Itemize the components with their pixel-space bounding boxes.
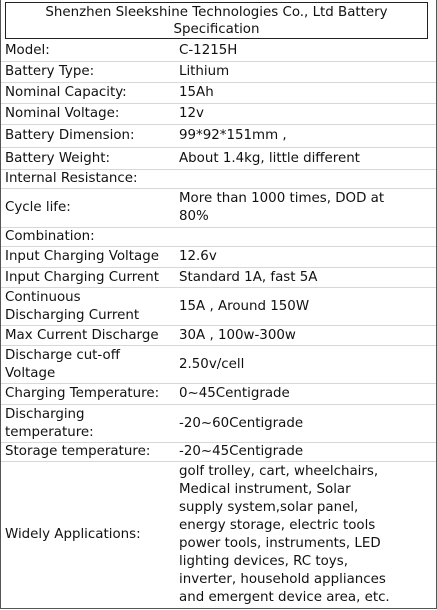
row-label: Widely Applications: bbox=[5, 526, 141, 542]
row-value: About 1.4kg, little different bbox=[179, 150, 360, 166]
row-label: Input Charging Current bbox=[5, 269, 159, 285]
spec-title: Shenzhen Sleekshine Technologies Co., Ltd Battery Specification bbox=[5, 2, 428, 39]
spec-row-discharge-cutoff-voltage bbox=[1, 346, 436, 384]
row-value: 12.6v bbox=[179, 249, 217, 264]
row-label: Nominal Capacity: bbox=[5, 85, 127, 100]
spec-row-cycle-life bbox=[1, 189, 436, 228]
row-value bbox=[179, 170, 431, 188]
row-value: Lithium bbox=[179, 64, 230, 79]
spec-row-nominal-capacity bbox=[1, 83, 436, 104]
row-label: Discharge cut-off Voltage bbox=[5, 347, 120, 381]
row-value: 12v bbox=[179, 106, 204, 121]
spec-row-charging-temperature bbox=[1, 384, 436, 405]
row-label: Internal Resistance: bbox=[5, 171, 138, 186]
row-value: Standard 1A, fast 5A bbox=[179, 269, 318, 285]
row-value: 99*92*151mm , bbox=[179, 128, 287, 143]
row-value bbox=[179, 228, 431, 246]
row-value: 15A , Around 150W bbox=[179, 298, 310, 314]
spec-row-max-current-discharge bbox=[1, 326, 436, 346]
row-label: Input Charging Voltage bbox=[5, 249, 159, 264]
row-value: C-1215H bbox=[179, 43, 238, 58]
row-value: 15Ah bbox=[179, 85, 214, 100]
spec-row-battery-dimension bbox=[1, 125, 436, 148]
row-label: Cycle life: bbox=[5, 200, 71, 215]
spec-row-input-charging-current bbox=[1, 268, 436, 288]
row-value: 0~45Centigrade bbox=[179, 386, 290, 401]
row-label: Battery Type: bbox=[5, 64, 95, 79]
row-value: More than 1000 times, DOD at 80% bbox=[179, 191, 385, 224]
spec-row-battery-weight bbox=[1, 148, 436, 170]
row-label: Max Current Discharge bbox=[5, 327, 159, 343]
row-label: Charging Temperature: bbox=[5, 386, 160, 401]
spec-row-storage-temperature bbox=[1, 443, 436, 462]
row-value: golf trolley, cart, wheelchairs, Medical instrument, Solar supply system,solar panel, energy storage, electric tools power tools, instruments, LED lighting devices, RC toys, inverter, household appliances and emergent device area, etc. bbox=[179, 463, 390, 605]
row-label: Combination: bbox=[5, 229, 95, 244]
row-value: -20~45Centigrade bbox=[179, 444, 304, 459]
spec-row-battery-type bbox=[1, 62, 436, 83]
spec-row-nominal-voltage bbox=[1, 104, 436, 125]
row-label: Discharging temperature: bbox=[5, 406, 94, 440]
row-label: Battery Weight: bbox=[5, 150, 110, 166]
row-label: Storage temperature: bbox=[5, 444, 151, 459]
spec-row-continuous-discharging-current bbox=[1, 288, 436, 326]
spec-row-combination bbox=[1, 228, 436, 247]
row-label: Continuous Discharging Current bbox=[5, 289, 140, 323]
spec-row-input-charging-voltage bbox=[1, 247, 436, 268]
row-value: -20~60Centigrade bbox=[179, 415, 304, 431]
row-label: Nominal Voltage: bbox=[5, 106, 120, 121]
row-value: 2.50v/cell bbox=[179, 356, 245, 372]
row-label: Battery Dimension: bbox=[5, 128, 135, 143]
row-label: Model: bbox=[5, 43, 50, 58]
spec-row-model bbox=[1, 41, 436, 62]
spec-row-discharging-temperature bbox=[1, 405, 436, 443]
row-value: 30A , 100w-300w bbox=[179, 327, 296, 343]
spec-row-widely-applications bbox=[1, 462, 436, 607]
spec-row-internal-resistance bbox=[1, 170, 436, 189]
